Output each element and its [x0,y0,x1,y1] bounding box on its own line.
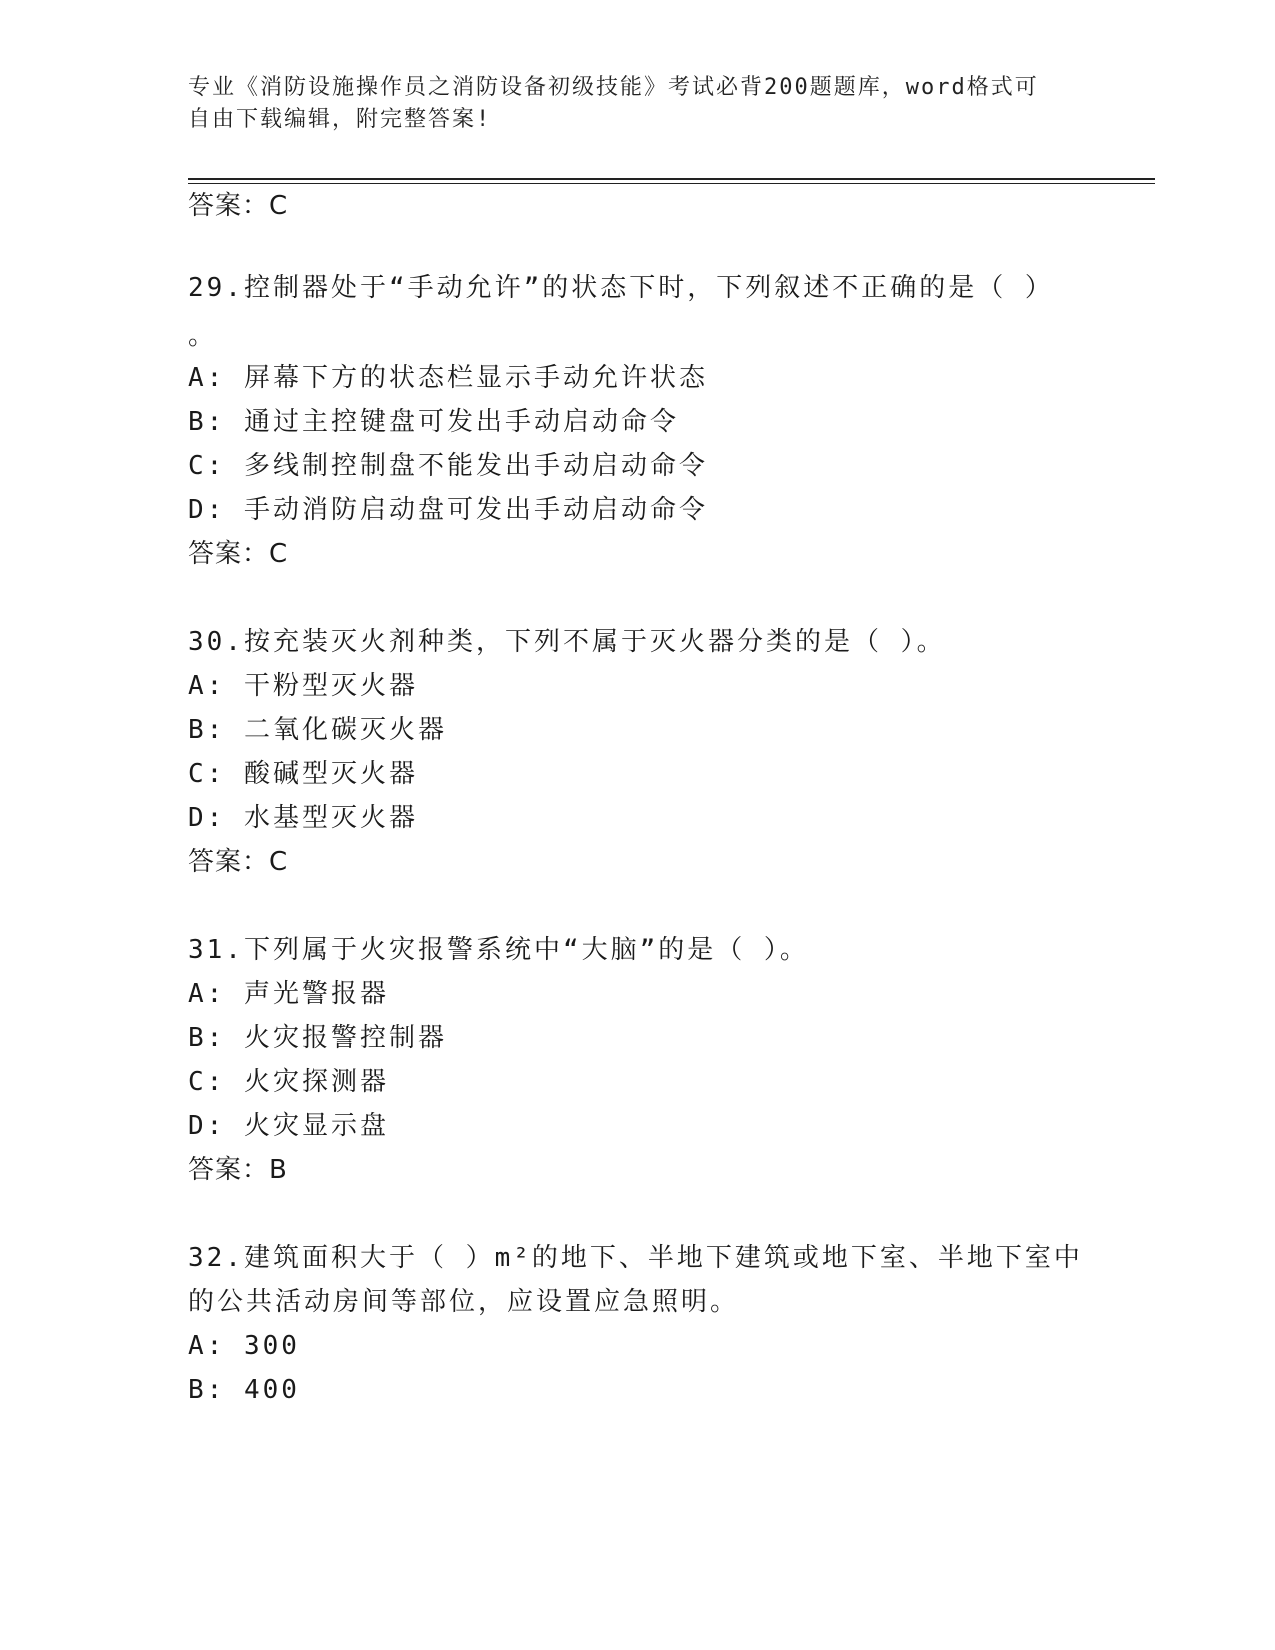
question-29-option-d: D: 手动消防启动盘可发出手动启动命令 [188,495,708,525]
question-29-stem-cont: 。 [188,321,218,351]
question-30-answer: 答案：C [188,847,289,877]
question-32-option-b: B: 400 [188,1375,300,1405]
question-29-answer: 答案：C [188,539,289,569]
question-29-option-c: C: 多线制控制盘不能发出手动启动命令 [188,451,708,481]
question-31-option-d: D: 火灾显示盘 [188,1111,389,1141]
header-divider-thin [188,183,1155,184]
question-30-option-b: B: 二氧化碳灭火器 [188,715,447,745]
question-29-option-b: B: 通过主控键盘可发出手动启动命令 [188,407,679,437]
question-32-option-a: A: 300 [188,1331,300,1361]
question-32-stem-cont: 的公共活动房间等部位，应设置应急照明。 [188,1287,740,1317]
question-29-option-a: A: 屏幕下方的状态栏显示手动允许状态 [188,363,708,393]
answer-line: 答案：C [188,191,289,221]
header-line-2: 自由下载编辑，附完整答案! [188,107,492,132]
question-31-stem: 31.下列属于火灾报警系统中“大脑”的是（ ）。 [188,935,809,965]
question-30-option-c: C: 酸碱型灭火器 [188,759,418,789]
question-31-option-b: B: 火灾报警控制器 [188,1023,447,1053]
question-31-answer: 答案：B [188,1155,288,1185]
header-line-1: 专业《消防设施操作员之消防设备初级技能》考试必背200题题库，word格式可 [188,75,1039,100]
question-30-option-a: A: 干粉型灭火器 [188,671,418,701]
question-29-stem: 29.控制器处于“手动允许”的状态下时，下列叙述不正确的是（ ） [188,273,1054,303]
question-31-option-a: A: 声光警报器 [188,979,389,1009]
document-header [188,72,1088,136]
question-30-stem: 30.按充装灭火剂种类，下列不属于灭火器分类的是（ ）。 [188,627,946,657]
question-30-option-d: D: 水基型灭火器 [188,803,418,833]
header-divider [188,178,1155,180]
question-32-stem: 32.建筑面积大于（ ）m²的地下、半地下建筑或地下室、半地下室中 [188,1243,1083,1273]
question-31-option-c: C: 火灾探测器 [188,1067,389,1097]
